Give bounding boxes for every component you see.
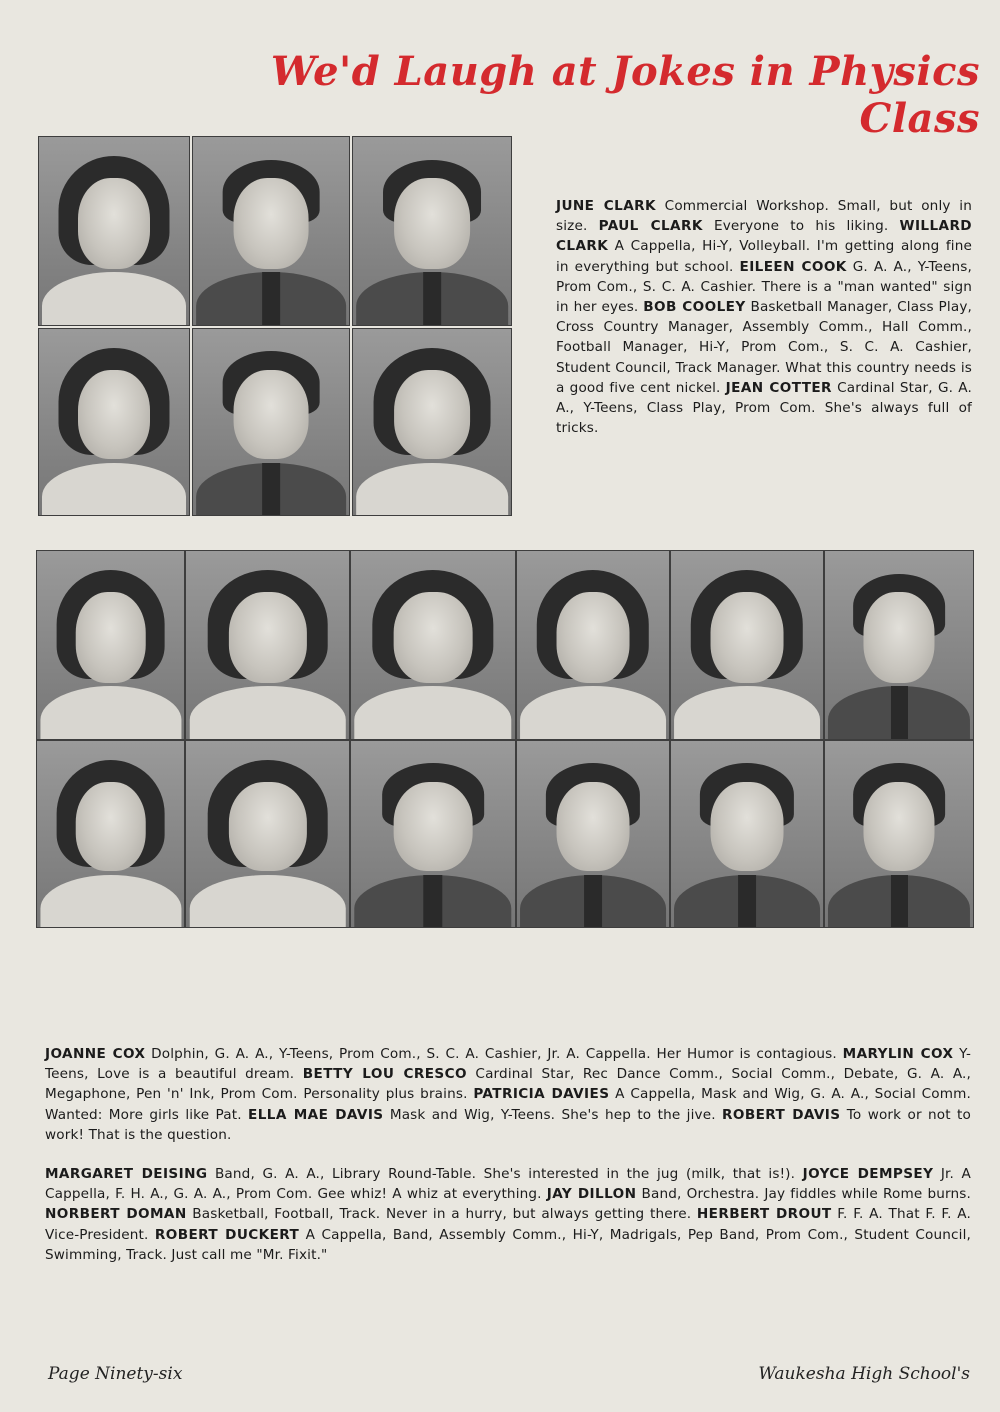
student-bio: Band, G. A. A., Library Round-Table. She's interested in the jug (milk, that is!). <box>207 1166 803 1182</box>
student-bio: Band, Orchestra. Jay fiddles while Rome burns. <box>636 1186 972 1203</box>
student-bio: Mask and Wig, Y-Teens. She's hep to the jive. <box>383 1106 723 1123</box>
student-name: EILEEN COOK <box>739 258 847 275</box>
portrait-joanne-cox <box>36 550 185 740</box>
page-number: Page Ninety-six <box>48 1364 183 1384</box>
portrait-patricia-davies <box>516 550 670 740</box>
portrait-jean-cotter <box>352 328 512 516</box>
portrait-paul-clark <box>192 136 350 326</box>
student-bio: A Cappella, Hi-Y, Volleyball. I'm getting along fine in everything but school. <box>556 238 972 275</box>
biography-block-middle <box>45 1044 971 1145</box>
student-name: PAUL CLARK <box>598 218 703 235</box>
portrait-jay-dillon <box>350 740 516 928</box>
student-name: WILLARD CLARK <box>556 218 972 255</box>
student-name: ROBERT DUCKERT <box>154 1226 300 1243</box>
portrait-margaret-deising <box>36 740 185 928</box>
student-bio: A Cappella, Mask and Wig, G. A. A., Social Comm. Wanted: More girls like Pat. <box>45 1086 971 1123</box>
student-bio: Jr. A Cappella, F. H. A., G. A. A., Prom Com. Gee whiz! A whiz at everything. <box>45 1166 971 1203</box>
student-bio: Cardinal Star, G. A. A., Y-Teens, Class Play, Prom Com. She's always full of tricks. <box>556 379 972 437</box>
biography-block-top <box>556 196 972 438</box>
student-bio: Everyone to his liking. <box>702 218 900 235</box>
student-name: MARGARET DEISING <box>45 1166 208 1182</box>
student-name: ELLA MAE DAVIS <box>248 1106 384 1123</box>
portrait-bob-cooley <box>192 328 350 516</box>
student-bio: Commercial Workshop. Small, but only in size. <box>556 198 972 235</box>
student-name: ROBERT DAVIS <box>722 1106 841 1123</box>
page-title: We'd Laugh at Jokes in Physics Class <box>270 48 980 142</box>
student-name: PATRICIA DAVIES <box>473 1086 610 1103</box>
portrait-ella-mae-davis <box>670 550 824 740</box>
portrait-joyce-dempsey <box>185 740 350 928</box>
portrait-betty-lou-cresco <box>350 550 516 740</box>
student-bio: Y-Teens, Love is a beautiful dream. <box>45 1046 972 1083</box>
student-name: JOANNE COX <box>45 1046 146 1062</box>
student-name: NORBERT DOMAN <box>45 1206 187 1223</box>
student-name: JEAN COTTER <box>725 379 832 396</box>
student-name: JUNE CLARK <box>556 198 656 214</box>
student-name: HERBERT DROUT <box>696 1206 832 1223</box>
student-bio: A Cappella, Band, Assembly Comm., Hi-Y, Madrigals, Pep Band, Prom Com., Student Council, Swimming, Track. Just call me "Mr. Fixit." <box>45 1226 971 1263</box>
portrait-eileen-cook <box>38 328 190 516</box>
student-bio: Basketball Manager, Class Play, Cross Country Manager, Assembly Comm., Hall Comm., Football Manager, Hi-Y, Prom Com., S. C. A. Cashier, Student Council, Track Manager. What this country needs is a good five cent nickel. <box>556 299 972 396</box>
portrait-herbert-drout <box>670 740 824 928</box>
student-bio: Cardinal Star, Rec Dance Comm., Social Comm., Debate, G. A. A., Megaphone, Pen 'n' Ink, Prom Com. Personality plus brains. <box>45 1066 971 1103</box>
portrait-robert-davis <box>824 550 974 740</box>
biography-block-bottom <box>45 1164 971 1265</box>
student-name: JAY DILLON <box>546 1186 637 1203</box>
student-bio: To work or not to work! That is the question. <box>45 1106 971 1143</box>
student-bio: Dolphin, G. A. A., Y-Teens, Prom Com., S. C. A. Cashier, Jr. A. Cappella. Her Humor is contagious. <box>145 1046 843 1062</box>
portrait-norbert-doman <box>516 740 670 928</box>
portrait-willard-clark <box>352 136 512 326</box>
student-name: JOYCE DEMPSEY <box>802 1166 934 1182</box>
student-name: MARYLIN COX <box>842 1046 954 1062</box>
student-name: BOB COOLEY <box>643 299 746 316</box>
portrait-marylin-cox <box>185 550 350 740</box>
portrait-robert-duckert <box>824 740 974 928</box>
student-bio: F. F. A. That F. F. A. Vice-President. <box>45 1206 971 1243</box>
portrait-june-clark <box>38 136 190 326</box>
school-name: Waukesha High School's <box>758 1364 970 1384</box>
student-bio: G. A. A., Y-Teens, Prom Com., S. C. A. Cashier. There is a "man wanted" sign in her eyes. <box>556 258 972 316</box>
student-bio: Basketball, Football, Track. Never in a hurry, but always getting there. <box>186 1206 697 1223</box>
student-name: BETTY LOU CRESCO <box>302 1066 467 1083</box>
